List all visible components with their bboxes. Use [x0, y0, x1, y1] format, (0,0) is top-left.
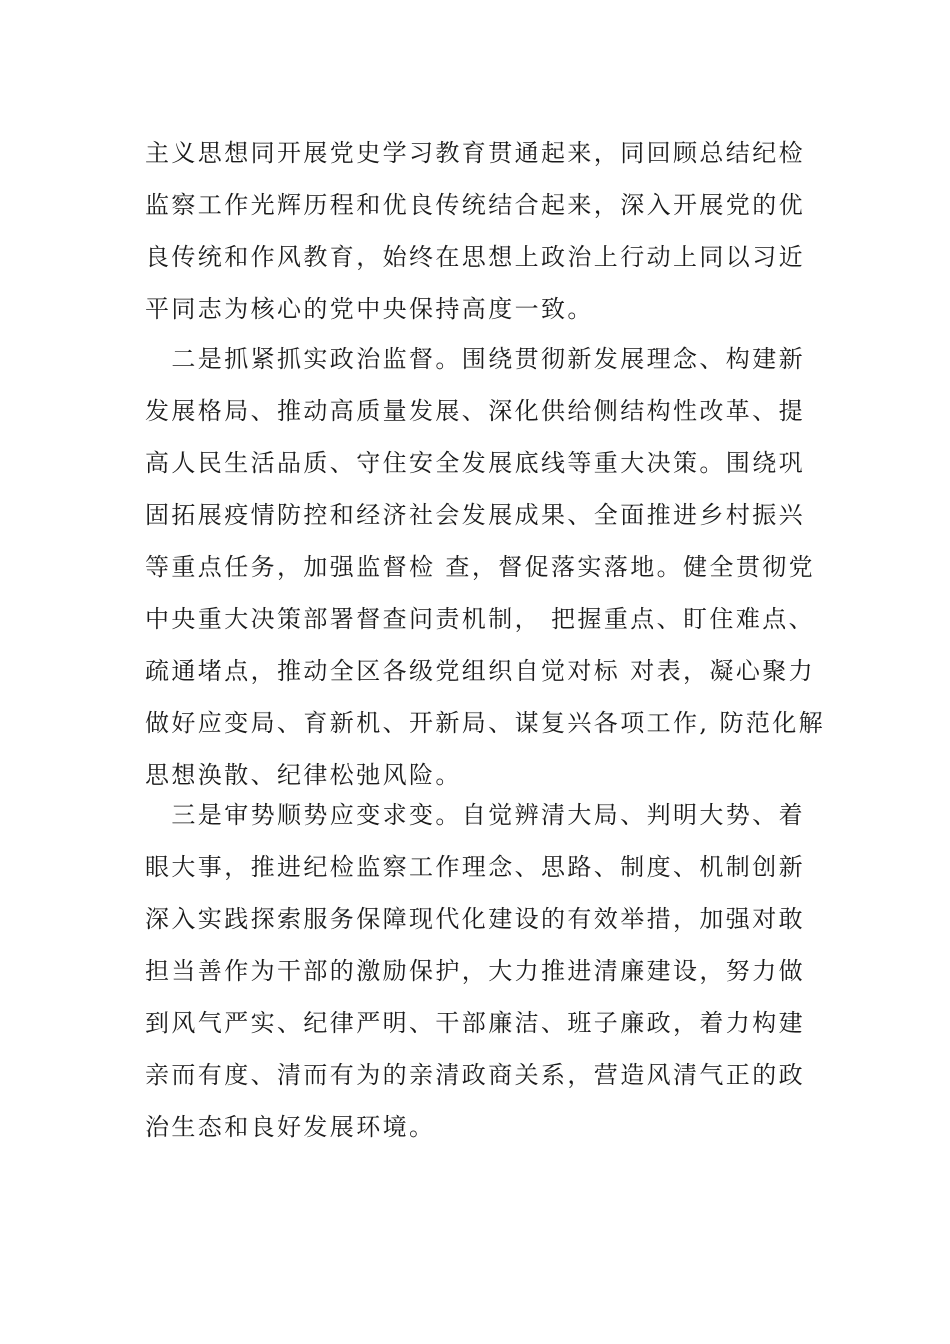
- paragraph-line: 做好应变局、育新机、开新局、谋复兴各项工作, 防范化解: [145, 709, 826, 737]
- paragraph-line: 固拓展疫情防控和经济社会发展成果、全面推进乡村振兴: [145, 501, 805, 529]
- paragraph-line: 等重点任务，加强监督检 查，督促落实落地。健全贯彻党: [145, 553, 816, 581]
- paragraph-line: 思想涣散、纪律松弛风险。: [145, 761, 462, 789]
- paragraph-line: 亲而有度、清而有为的亲清政商关系，营造风清气正的政: [145, 1061, 805, 1089]
- paragraph-line: 中央重大决策部署督查问责机制， 把握重点、盯住难点、: [145, 605, 816, 633]
- paragraph-line: 发展格局、推动高质量发展、深化供给侧结构性改革、提: [145, 397, 805, 425]
- paragraph-line: 高人民生活品质、守住安全发展底线等重大决策。围绕巩: [145, 449, 805, 477]
- paragraph-line: 三是审势顺势应变求变。自觉辨清大局、判明大势、着: [145, 801, 805, 829]
- paragraph-line: 主义思想同开展党史学习教育贯通起来，同回顾总结纪检: [145, 139, 805, 167]
- paragraph-line: 深入实践探索服务保障现代化建设的有效举措，加强对敢: [145, 905, 805, 933]
- paragraph-line: 平同志为核心的党中央保持高度一致。: [145, 295, 594, 323]
- paragraph-line: 监察工作光辉历程和优良传统结合起来，深入开展党的优: [145, 191, 805, 219]
- paragraph-line: 良传统和作风教育，始终在思想上政治上行动上同以习近: [145, 243, 805, 271]
- paragraph-line: 二是抓紧抓实政治监督。围绕贯彻新发展理念、构建新: [145, 345, 805, 373]
- paragraph-line: 眼大事，推进纪检监察工作理念、思路、制度、机制创新: [145, 853, 805, 881]
- paragraph-line: 到风气严实、纪律严明、干部廉洁、班子廉政，着力构建: [145, 1009, 805, 1037]
- paragraph-line: 治生态和良好发展环境。: [145, 1113, 436, 1141]
- paragraph-line: 疏通堵点，推动全区各级党组织自觉对标 对表，凝心聚力: [145, 657, 816, 685]
- paragraph-line: 担当善作为干部的激励保护，大力推进清廉建设，努力做: [145, 957, 805, 985]
